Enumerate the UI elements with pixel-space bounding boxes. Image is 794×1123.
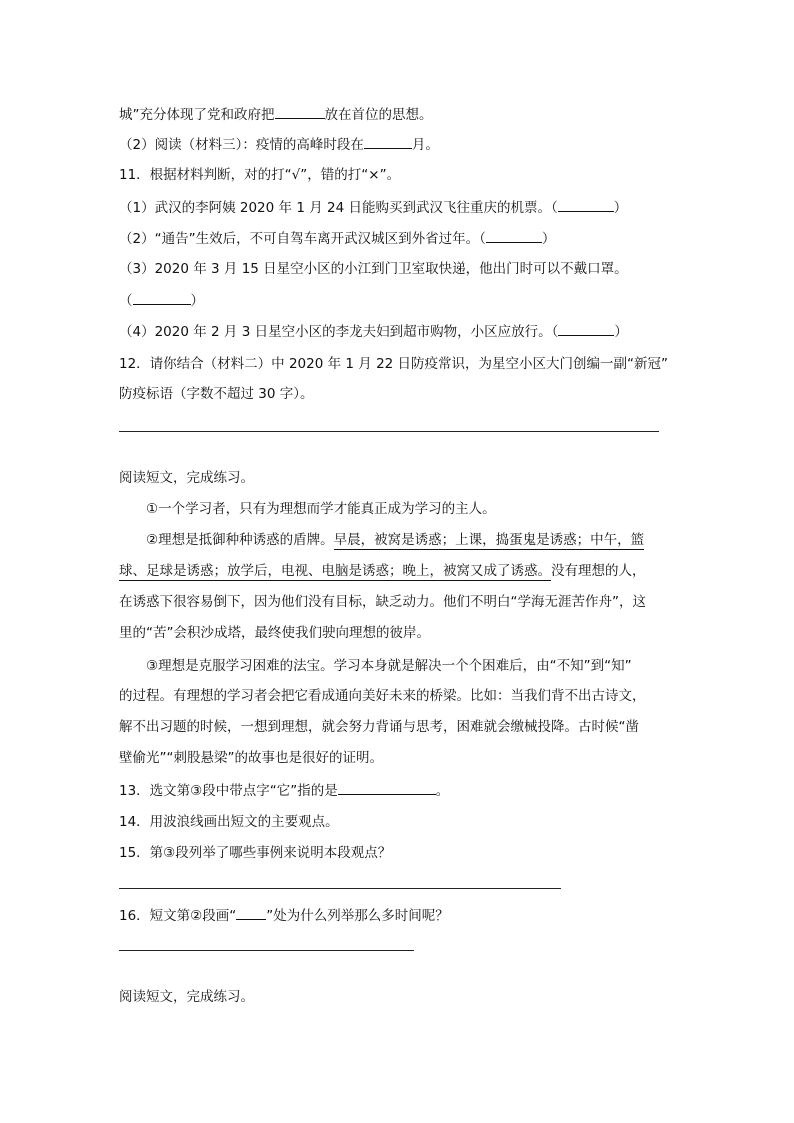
paragraph-3-line: ③理想是克服学习困难的法宝。学习本身就是解决一个个困难后，由“不知”到“知”: [146, 658, 632, 674]
text-span: （2）“通告”生效后，不可自驾车离开武汉城区到外省过年。（: [119, 231, 486, 247]
fill-blank[interactable]: [364, 134, 412, 149]
answer-line[interactable]: [119, 888, 561, 889]
section-heading: 阅读短文，完成练习。: [119, 470, 254, 486]
text-line: [119, 134, 439, 155]
text-span: 16．短文第②段画“: [119, 908, 237, 924]
answer-blank[interactable]: [486, 228, 542, 243]
text-line: [119, 104, 433, 125]
paragraph-3-line: 壁偷光”“刺股悬梁”的故事也是很好的证明。: [119, 750, 383, 766]
fill-blank[interactable]: [338, 780, 436, 795]
text-span: 没有理想的人，: [551, 563, 646, 579]
paragraph-1: ①一个学习者，只有为理想而学才能真正成为学习的主人。: [146, 501, 496, 517]
text-span: （1）武汉的李阿姨 2020 年 1 月 24 日能购买到武汉飞往重庆的机票。（: [119, 200, 558, 216]
text-span: 月。: [411, 137, 439, 153]
text-line: （3）2020 年 3 月 15 日星空小区的小江到门卫室取快递，他出门时可以不戴口罩。: [119, 261, 628, 277]
question-14: 14．用波浪线画出短文的主要观点。: [119, 814, 339, 830]
paragraph-2-line: 在诱惑下很容易倒下，因为他们没有目标，缺乏动力。他们不明白“学海无涯苦作舟”，这: [119, 594, 646, 610]
fill-blank[interactable]: [275, 104, 325, 119]
text-span: 放在首位的思想。: [324, 107, 433, 123]
question-11: 11．根据材料判断，对的打“√”，错的打“×”。: [119, 167, 401, 183]
paragraph-2-line: [146, 530, 644, 550]
section-heading: 阅读短文，完成练习。: [119, 989, 254, 1005]
question-15: 15．第③段列举了哪些事例来说明本段观点？: [119, 845, 392, 861]
underlined-text: 早晨，被窝是诱惑；上课，捣蛋鬼是诱惑；中午，篮: [333, 532, 645, 548]
answer-blank[interactable]: [558, 197, 614, 212]
text-span: ）: [190, 293, 204, 309]
text-span: （2）阅读（材料三）：疫情的高峰时段在: [119, 137, 364, 153]
paragraph-3-line: 的过程。有理想的学习者会把它看成通向美好未来的桥梁。比如：当我们背不出古诗文，: [119, 688, 646, 704]
text-line: [119, 290, 204, 311]
fill-blank: [236, 905, 266, 920]
text-line: 防疫标语（字数不超过 30 字）。: [119, 386, 314, 402]
text-line: [119, 228, 555, 249]
answer-line[interactable]: [119, 950, 414, 951]
question-16: [119, 905, 449, 926]
text-span: ）: [614, 324, 628, 340]
text-span: ）: [613, 200, 628, 216]
underlined-text: 球、足球是诱惑；放学后，电视、电脑是诱惑；晚上，被窝又成了诱惑。: [119, 563, 551, 579]
answer-line[interactable]: [119, 431, 659, 432]
text-line: [119, 197, 627, 218]
text-span: 城”充分体现了党和政府把: [119, 107, 275, 123]
answer-blank[interactable]: [133, 290, 191, 305]
text-span: （4）2020 年 2 月 3 日星空小区的李龙夫妇到超市购物，小区应放行。（: [119, 324, 559, 340]
text-span: ②理想是抵御种种诱惑的盾牌。: [146, 532, 334, 548]
text-span: ”处为什么列举那么多时间呢？: [266, 908, 449, 924]
text-span: （: [119, 293, 133, 309]
text-line: [119, 321, 628, 342]
question-12: 12．请你结合（材料二）中 2020 年 1 月 22 日防疫常识，为星空小区大门创编一副“新冠”: [119, 356, 669, 372]
text-span: 。: [435, 783, 450, 799]
question-13: [119, 780, 449, 801]
paragraph-3-line: 解不出习题的时候，一想到理想，就会努力背诵与思考，困难就会缴械投降。古时候“凿: [119, 719, 639, 735]
answer-blank[interactable]: [558, 321, 614, 336]
text-span: ）: [541, 231, 556, 247]
text-span: 13．选文第③段中带点字“它”指的是: [119, 783, 338, 799]
paragraph-2-line: [119, 561, 646, 581]
paragraph-2-line: 里的“苦”会积沙成塔，最终使我们驶向理想的彼岸。: [119, 625, 430, 641]
